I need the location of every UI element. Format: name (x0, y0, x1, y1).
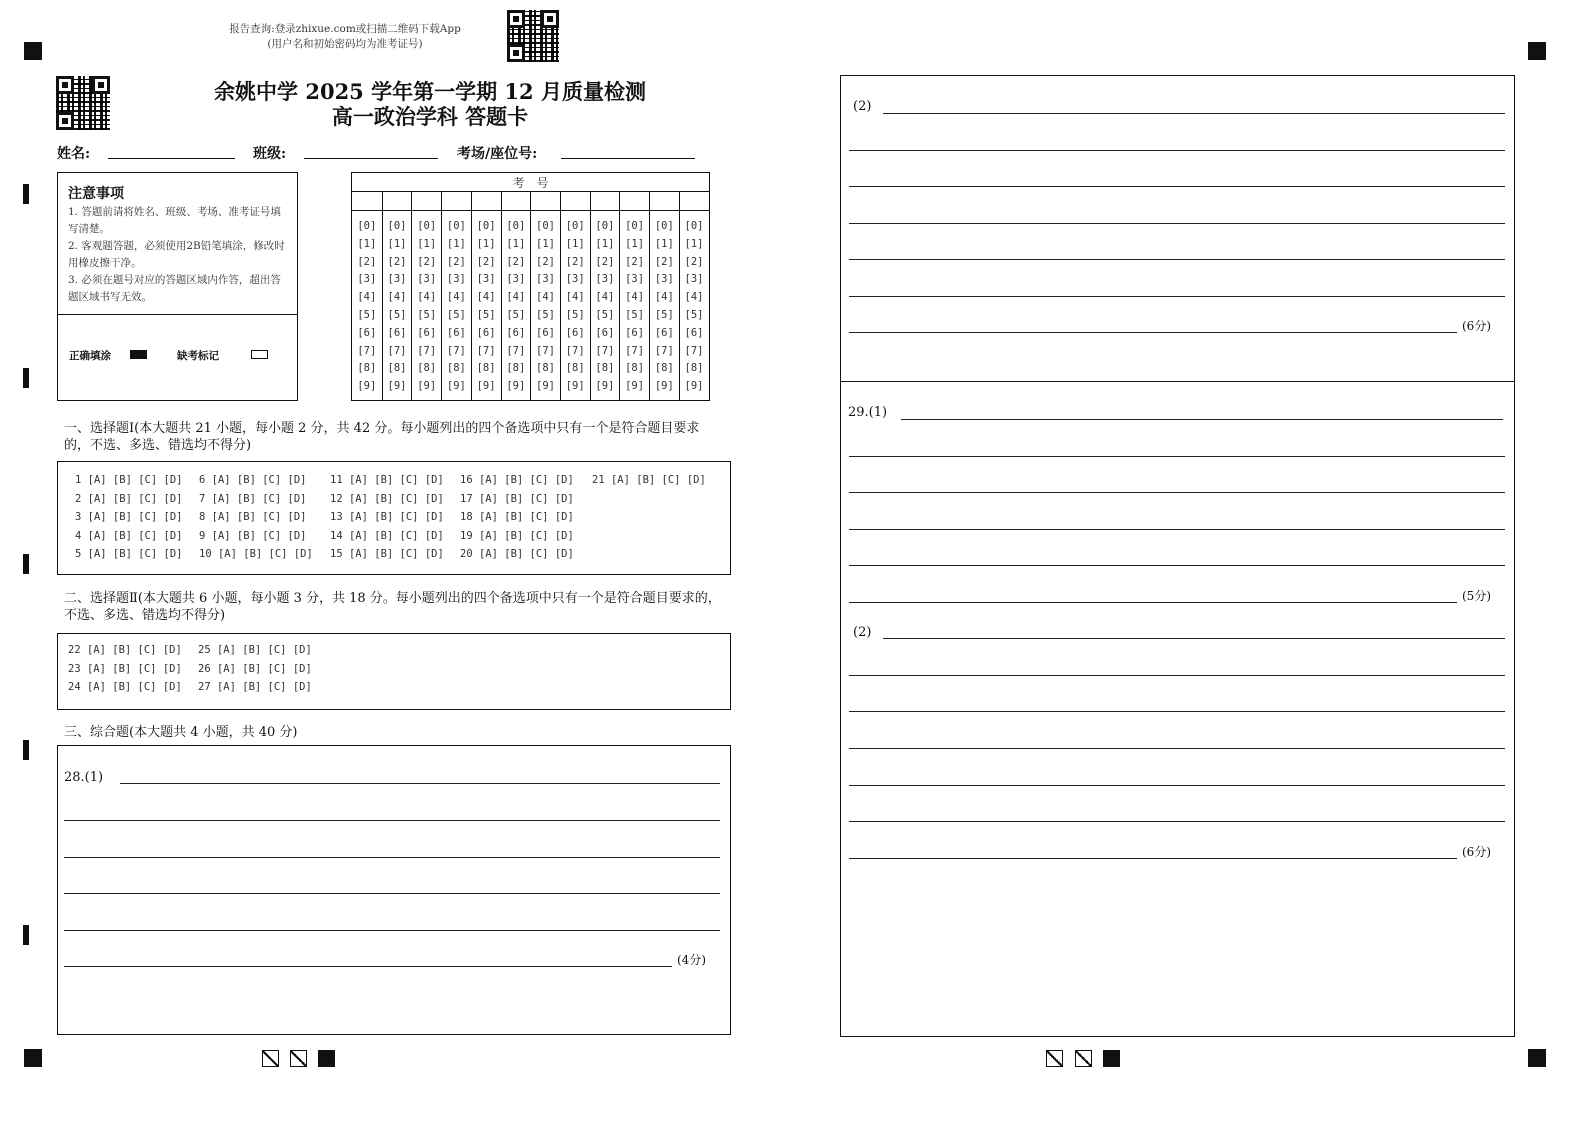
question-choice-row[interactable]: 14 [A] [B] [C] [D] (330, 529, 444, 542)
exam-digit-bubble[interactable]: [3] (417, 273, 437, 286)
exam-digit-bubble[interactable]: [2] (506, 255, 526, 268)
absent-mark-label: 缺考标记 (177, 350, 219, 362)
question-choice-row[interactable]: 15 [A] [B] [C] [D] (330, 548, 444, 561)
exam-digit-bubble[interactable]: [6] (506, 326, 526, 339)
exam-digit-bubble[interactable]: [3] (476, 273, 496, 286)
exam-digit-bubble[interactable]: [8] (595, 362, 615, 375)
q28-part2-score: (6分) (1462, 319, 1491, 333)
answer-line[interactable] (901, 419, 1503, 420)
notice-list (68, 204, 290, 306)
exam-digit-bubble[interactable]: [4] (357, 291, 377, 304)
question-choice-row[interactable]: 12 [A] [B] [C] [D] (330, 492, 444, 505)
exam-digit-bubble[interactable]: [0] (387, 220, 407, 232)
exam-digit-bubble[interactable]: [8] (654, 362, 674, 375)
question-choice-row[interactable]: 10 [A] [B] [C] [D] (199, 548, 313, 561)
exam-digit-bubble[interactable]: [1] (654, 237, 674, 250)
seat-field[interactable] (561, 158, 695, 159)
exam-digit-bubble[interactable]: [0] (565, 220, 585, 232)
exam-digit-bubble[interactable]: [0] (536, 220, 555, 232)
correct-fill-label: 正确填涂 (69, 350, 111, 362)
exam-digit-bubble[interactable]: [2] (476, 255, 496, 268)
exam-digit-bubble[interactable]: [9] (387, 380, 407, 393)
exam-digit-bubble[interactable]: [3] (387, 273, 407, 286)
qr-code-top (507, 10, 559, 62)
exam-digit-bubble[interactable]: [4] (684, 291, 704, 304)
exam-digit-bubble[interactable]: [1] (506, 237, 526, 250)
exam-digit-bubble[interactable]: [5] (565, 308, 585, 321)
exam-number-column (411, 191, 441, 400)
section1-answer-box (57, 461, 731, 575)
question-choice-row[interactable]: 19 [A] [B] [C] [D] (460, 529, 574, 542)
exam-digit-bubble[interactable]: [7] (446, 344, 466, 357)
answer-line[interactable] (120, 783, 720, 784)
answer-line[interactable] (849, 858, 1457, 859)
exam-digit-bubble[interactable]: [3] (506, 273, 526, 286)
exam-digit-bubble[interactable]: [8] (446, 362, 466, 375)
exam-digit-bubble[interactable]: [6] (417, 326, 437, 339)
exam-digit-bubble[interactable]: [1] (625, 237, 645, 250)
exam-number-column (619, 191, 649, 400)
answer-line[interactable] (849, 332, 1457, 333)
exam-digit-bubble[interactable]: [7] (536, 344, 555, 357)
notice-item: 1. 答题前请将姓名、班级、考场、准考证号填写清楚。 (68, 206, 281, 235)
exam-digit-bubble[interactable]: [3] (625, 273, 645, 286)
exam-digit-bubble[interactable]: [0] (506, 220, 526, 232)
corner-mark-top-left (24, 42, 42, 60)
exam-digit-bubble[interactable]: [8] (357, 362, 377, 375)
exam-digit-bubble[interactable]: [7] (476, 344, 496, 357)
exam-digit-bubble[interactable]: [6] (625, 326, 645, 339)
exam-digit-bubble[interactable]: [8] (506, 362, 526, 375)
exam-digit-bubble[interactable]: [9] (565, 380, 585, 393)
right-answer-panel (840, 75, 1515, 1037)
section1-heading: 一、选择题Ⅰ(本大题共 21 小题，每小题 2 分，共 42 分。每小题列出的四个备选项中只有一个是符合题目要求的，不选、多选、错选均不得分) (64, 421, 700, 453)
exam-digit-bubble[interactable]: [4] (387, 291, 407, 304)
exam-digit-bubble[interactable]: [8] (684, 362, 704, 375)
exam-digit-bubble[interactable]: [9] (684, 380, 704, 393)
exam-digit-bubble[interactable]: [3] (565, 273, 585, 286)
exam-digit-bubble[interactable]: [7] (565, 344, 585, 357)
exam-digit-bubble[interactable]: [8] (476, 362, 496, 375)
corner-mark-top-right (1528, 42, 1546, 60)
exam-digit-bubble[interactable]: [5] (595, 308, 615, 321)
answer-line[interactable] (64, 820, 720, 821)
exam-digit-bubble[interactable]: [8] (536, 362, 555, 375)
exam-digit-bubble[interactable]: [2] (595, 255, 615, 268)
exam-number-column (352, 191, 382, 400)
footer-mark (1046, 1050, 1063, 1067)
exam-digit-bubble[interactable]: [2] (565, 255, 585, 268)
section2-answer-box (57, 633, 731, 710)
answer-line[interactable] (64, 930, 720, 931)
exam-number-column (382, 191, 412, 400)
right-panel-divider (841, 381, 1514, 382)
question-choice-row[interactable]: 4 [A] [B] [C] [D] (75, 529, 183, 542)
answer-line[interactable] (849, 602, 1457, 603)
q29-part2-score: (6分) (1462, 845, 1491, 859)
footer-mark (262, 1050, 279, 1067)
question-choice-row[interactable]: 2 [A] [B] [C] [D] (75, 492, 183, 505)
answer-line[interactable] (883, 113, 1505, 114)
timing-mark (23, 368, 29, 388)
question-choice-row[interactable]: 23 [A] [B] [C] [D] (68, 662, 182, 675)
question-choice-row[interactable]: 1 [A] [B] [C] [D] (75, 474, 183, 486)
exam-digit-bubble[interactable]: [3] (684, 273, 704, 286)
question-choice-row[interactable]: 24 [A] [B] [C] [D] (68, 681, 182, 694)
question-choice-row[interactable]: 5 [A] [B] [C] [D] (75, 548, 183, 561)
exam-digit-bubble[interactable]: [9] (446, 380, 466, 393)
exam-digit-bubble[interactable]: [2] (387, 255, 407, 268)
exam-digit-bubble[interactable]: [6] (684, 326, 704, 339)
exam-digit-bubble[interactable]: [7] (506, 344, 526, 357)
exam-digit-bubble[interactable]: [7] (357, 344, 377, 357)
q28-answer-box (57, 745, 731, 1035)
report-line-2: (用户名和初始密码均为准考证号) (267, 38, 423, 50)
exam-digit-bubble[interactable]: [2] (625, 255, 645, 268)
exam-digit-bubble[interactable]: [4] (446, 291, 466, 304)
exam-digit-bubble[interactable]: [1] (417, 237, 437, 250)
exam-digit-bubble[interactable]: [6] (446, 326, 466, 339)
exam-number-heading: 考 号 (512, 176, 549, 190)
exam-digit-bubble[interactable]: [4] (506, 291, 526, 304)
exam-number-column (560, 191, 590, 400)
exam-number-column (530, 191, 560, 400)
exam-digit-bubble[interactable]: [8] (625, 362, 645, 375)
exam-digit-bubble[interactable]: [2] (654, 255, 674, 268)
exam-digit-bubble[interactable]: [5] (387, 308, 407, 321)
exam-digit-bubble[interactable]: [9] (417, 380, 437, 393)
exam-digit-bubble[interactable]: [6] (536, 326, 555, 339)
exam-digit-bubble[interactable]: [9] (506, 380, 526, 393)
timing-mark (23, 184, 29, 204)
question-choice-row[interactable]: 27 [A] [B] [C] [D] (198, 681, 312, 694)
exam-digit-bubble[interactable]: [8] (417, 362, 437, 375)
footer-mark (290, 1050, 307, 1067)
exam-digit-bubble[interactable]: [5] (446, 308, 466, 321)
answer-line[interactable] (849, 785, 1505, 786)
answer-line[interactable] (849, 492, 1505, 493)
exam-digit-bubble[interactable]: [7] (387, 344, 407, 357)
exam-digit-bubble[interactable]: [0] (357, 220, 377, 232)
exam-digit-bubble[interactable]: [5] (476, 308, 496, 321)
question-choice-row[interactable]: 3 [A] [B] [C] [D] (75, 511, 183, 524)
question-choice-row[interactable]: 13 [A] [B] [C] [D] (330, 511, 444, 524)
footer-mark (318, 1050, 335, 1067)
exam-digit-bubble[interactable]: [6] (595, 326, 615, 339)
q28-part2-label: (2) (853, 99, 872, 114)
timing-mark (23, 925, 29, 945)
answer-line[interactable] (849, 711, 1505, 712)
exam-number-grid (351, 172, 710, 401)
exam-digit-bubble[interactable]: [6] (387, 326, 407, 339)
answer-line[interactable] (64, 857, 720, 858)
footer-mark (1103, 1050, 1120, 1067)
answer-line[interactable] (849, 296, 1505, 297)
exam-digit-bubble[interactable]: [4] (476, 291, 496, 304)
notice-heading: 注意事项 (68, 186, 124, 202)
exam-digit-bubble[interactable]: [7] (625, 344, 645, 357)
q29-label: 29.(1) (848, 405, 888, 420)
exam-digit-bubble[interactable]: [2] (536, 255, 555, 268)
exam-digit-bubble[interactable]: [6] (565, 326, 585, 339)
absent-mark-checkbox[interactable] (251, 350, 268, 359)
exam-digit-bubble[interactable]: [0] (684, 220, 704, 232)
exam-digit-bubble[interactable]: [1] (595, 237, 615, 250)
exam-digit-bubble[interactable]: [2] (357, 255, 377, 268)
exam-digit-bubble[interactable]: [9] (536, 380, 555, 393)
exam-digit-bubble[interactable]: [9] (654, 380, 674, 393)
question-choice-row[interactable]: 16 [A] [B] [C] [D] (460, 474, 574, 486)
exam-digit-bubble[interactable]: [2] (446, 255, 466, 268)
answer-line[interactable] (849, 748, 1505, 749)
question-choice-row[interactable]: 11 [A] [B] [C] [D] (330, 474, 444, 486)
exam-digit-bubble[interactable]: [3] (446, 273, 466, 286)
report-info (210, 22, 480, 52)
q28-part1-score: (4分) (677, 953, 706, 967)
exam-digit-bubble[interactable]: [4] (417, 291, 437, 304)
exam-number-column (590, 191, 620, 400)
corner-mark-bottom-right (1528, 1049, 1546, 1067)
question-choice-row[interactable]: 25 [A] [B] [C] [D] (198, 644, 312, 656)
exam-digit-bubble[interactable]: [2] (417, 255, 437, 268)
question-choice-row[interactable]: 17 [A] [B] [C] [D] (460, 492, 574, 505)
question-choice-row[interactable]: 26 [A] [B] [C] [D] (198, 662, 312, 675)
footer-mark (1075, 1050, 1092, 1067)
exam-digit-bubble[interactable]: [0] (625, 220, 645, 232)
question-choice-row[interactable]: 7 [A] [B] [C] [D] (199, 492, 307, 505)
answer-line[interactable] (849, 223, 1505, 224)
exam-digit-bubble[interactable]: [1] (357, 237, 377, 250)
exam-digit-bubble[interactable]: [7] (654, 344, 674, 357)
exam-digit-bubble[interactable]: [0] (417, 220, 437, 232)
exam-digit-bubble[interactable]: [4] (625, 291, 645, 304)
exam-digit-bubble[interactable]: [9] (357, 380, 377, 393)
answer-line[interactable] (849, 150, 1505, 151)
seat-label: 考场/座位号: (457, 146, 538, 162)
exam-digit-bubble[interactable]: [9] (595, 380, 615, 393)
exam-digit-bubble[interactable]: [0] (595, 220, 615, 232)
exam-digit-bubble[interactable]: [5] (417, 308, 437, 321)
exam-digit-bubble[interactable]: [6] (357, 326, 377, 339)
exam-number-column (501, 191, 531, 400)
question-choice-row[interactable]: 21 [A] [B] [C] [D] (592, 474, 706, 486)
exam-digit-bubble[interactable]: [9] (625, 380, 645, 393)
exam-digit-bubble[interactable]: [3] (357, 273, 377, 286)
exam-digit-bubble[interactable]: [1] (387, 237, 407, 250)
class-field[interactable] (304, 158, 438, 159)
exam-digit-bubble[interactable]: [8] (565, 362, 585, 375)
timing-mark (23, 554, 29, 574)
section2-heading: 二、选择题Ⅱ(本大题共 6 小题，每小题 3 分，共 18 分。每小题列出的四个备选项中只有一个是符合题目要求的，不选、多选、错选均不得分) (64, 591, 721, 623)
exam-digit-bubble[interactable]: [0] (446, 220, 466, 232)
answer-line[interactable] (849, 675, 1505, 676)
answer-line[interactable] (849, 456, 1505, 457)
exam-digit-bubble[interactable]: [4] (595, 291, 615, 304)
exam-digit-bubble[interactable]: [6] (654, 326, 674, 339)
answer-line[interactable] (849, 186, 1505, 187)
q29-part2-label: (2) (853, 625, 872, 640)
name-field[interactable] (108, 158, 235, 159)
question-choice-row[interactable]: 22 [A] [B] [C] [D] (68, 644, 182, 656)
timing-mark (23, 740, 29, 760)
section3-heading: 三、综合题(本大题共 4 小题，共 40 分) (64, 725, 298, 740)
exam-digit-bubble[interactable]: [7] (684, 344, 704, 357)
exam-digit-bubble[interactable]: [5] (684, 308, 704, 321)
exam-number-column (441, 191, 471, 400)
notice-divider (58, 314, 297, 315)
notice-item: 2. 客观题答题，必须使用2B铅笔填涂，修改时用橡皮擦干净。 (68, 240, 285, 269)
exam-digit-bubble[interactable]: [5] (357, 308, 377, 321)
answer-line[interactable] (64, 966, 672, 967)
exam-digit-bubble[interactable]: [1] (476, 237, 496, 250)
exam-digit-bubble[interactable]: [1] (446, 237, 466, 250)
exam-digit-bubble[interactable]: [8] (387, 362, 407, 375)
notice-item: 3. 必须在题号对应的答题区域内作答，超出答题区域书写无效。 (68, 274, 281, 303)
answer-line[interactable] (849, 821, 1505, 822)
answer-line[interactable] (849, 259, 1505, 260)
exam-digit-bubble[interactable]: [1] (565, 237, 585, 250)
name-label: 姓名: (57, 146, 91, 162)
exam-digit-bubble[interactable]: [6] (476, 326, 496, 339)
exam-digit-bubble[interactable]: [5] (654, 308, 674, 321)
exam-digit-bubble[interactable]: [3] (654, 273, 674, 286)
exam-digit-bubble[interactable]: [9] (476, 380, 496, 393)
exam-digit-bubble[interactable]: [3] (536, 273, 555, 286)
class-label: 班级: (253, 146, 287, 162)
page-subtitle: 高一政治学科 答题卡 (331, 104, 529, 129)
answer-line[interactable] (883, 638, 1505, 639)
exam-digit-bubble[interactable]: [7] (417, 344, 437, 357)
corner-mark-bottom-left (24, 1049, 42, 1067)
qr-code-left (56, 76, 110, 130)
question-choice-row[interactable]: 20 [A] [B] [C] [D] (460, 548, 574, 561)
exam-digit-bubble[interactable]: [2] (684, 255, 704, 268)
exam-digit-bubble[interactable]: [5] (536, 308, 555, 321)
exam-digit-bubble[interactable]: [7] (595, 344, 615, 357)
exam-digit-bubble[interactable]: [0] (654, 220, 674, 232)
exam-digit-bubble[interactable]: [1] (536, 237, 555, 250)
page-title: 余姚中学 2025 学年第一学期 12 月质量检测 (214, 79, 646, 104)
question-choice-row[interactable]: 18 [A] [B] [C] [D] (460, 511, 574, 524)
report-line-1: 报告查询:登录zhixue.com或扫描二维码下载App (229, 23, 461, 35)
exam-number-column (649, 191, 679, 400)
answer-line[interactable] (849, 529, 1505, 530)
exam-digit-bubble[interactable]: [4] (565, 291, 585, 304)
exam-digit-bubble[interactable]: [0] (476, 220, 496, 232)
question-choice-row[interactable]: 8 [A] [B] [C] [D] (199, 511, 307, 524)
exam-digit-bubble[interactable]: [1] (684, 237, 704, 250)
exam-digit-bubble[interactable]: [4] (536, 291, 555, 304)
correct-fill-sample (130, 350, 147, 359)
question-choice-row[interactable]: 6 [A] [B] [C] [D] (199, 474, 307, 486)
q29-part1-score: (5分) (1462, 589, 1491, 603)
exam-digit-bubble[interactable]: [4] (654, 291, 674, 304)
exam-digit-bubble[interactable]: [3] (595, 273, 615, 286)
exam-number-column (679, 191, 709, 400)
question-choice-row[interactable]: 9 [A] [B] [C] [D] (199, 529, 307, 542)
answer-line[interactable] (849, 565, 1505, 566)
notice-box (57, 172, 298, 401)
answer-line[interactable] (64, 893, 720, 894)
exam-number-column (471, 191, 501, 400)
exam-digit-bubble[interactable]: [5] (506, 308, 526, 321)
q28-label: 28.(1) (64, 770, 104, 785)
exam-digit-bubble[interactable]: [5] (625, 308, 645, 321)
